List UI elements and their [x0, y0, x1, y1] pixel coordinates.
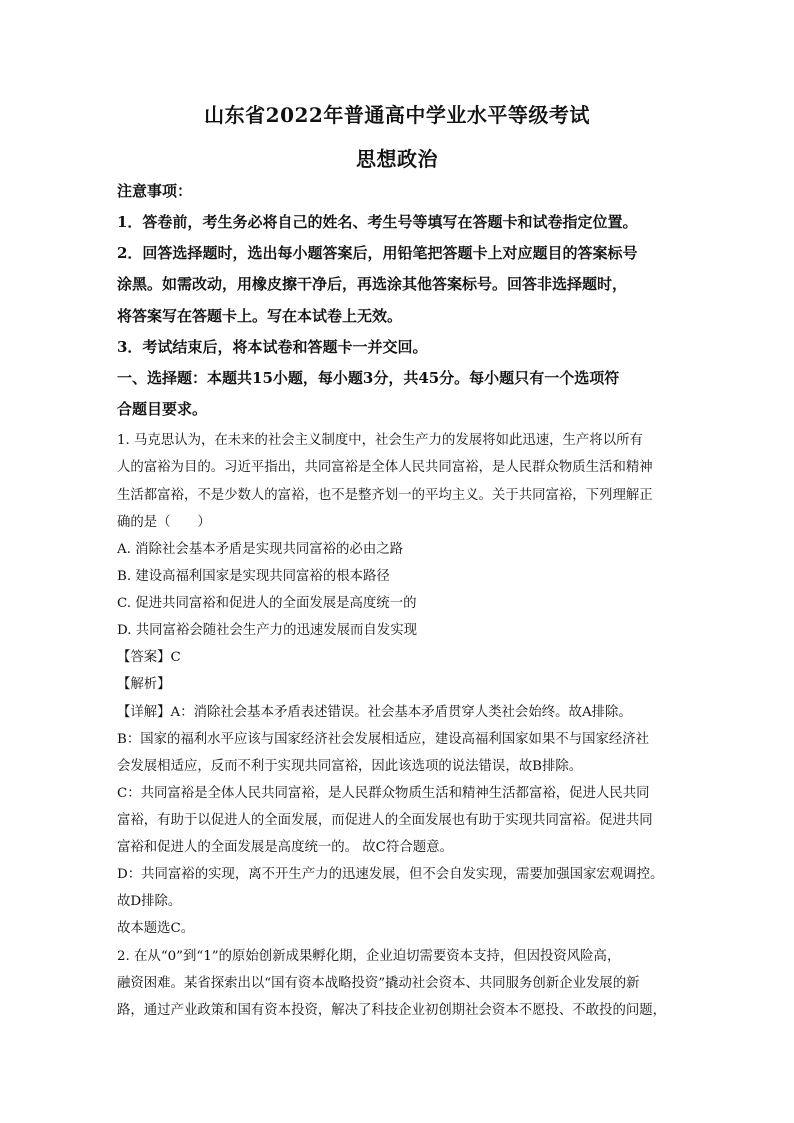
analysis-label: 【解析】: [117, 677, 171, 692]
detail-line: D：共同富裕的实现，离不开生产力的迅速发展，但不会自发实现，需要加强国家宏观调控。: [117, 867, 664, 882]
detail-line: 会发展相适应，反而不利于实现共同富裕，因此该选项的说法错误，故B排除。: [117, 759, 583, 774]
notice-line: 涂黑。如需改动，用橡皮擦干净后，再选涂其他答案标号。回答非选择题时，: [117, 275, 628, 293]
detail-line: 富裕，有助于以促进人的全面发展，而促进人的全面发展也有助于实现共同富裕。促进共同: [117, 813, 653, 828]
option-a: A. 消除社会基本矛盾是实现共同富裕的必由之路: [117, 542, 403, 557]
question-stem: 确的是（ ）: [117, 515, 211, 530]
detail-line: 故本题选C。: [117, 921, 195, 936]
question-stem: 路，通过产业政策和国有资本投资，解决了科技企业初创期社会资本不愿投、不敢投的问题，: [117, 1003, 667, 1018]
notice-heading: 注意事项：: [117, 182, 193, 200]
option-d: D. 共同富裕会随社会生产力的迅速发展而自发实现: [117, 623, 417, 638]
question-stem: 融资困难。某省探索出以“国有资本战略投资”撬动社会资本、共同服务创新企业发展的新: [117, 976, 640, 991]
notice-line: 3．考试结束后，将本试卷和答题卡一并交回。: [117, 338, 428, 356]
detail-line: 富裕和促进人的全面发展是高度统一的。 故C符合题意。: [117, 840, 453, 855]
answer-label: 【答案】C: [117, 650, 181, 665]
subject-title: 思想政治: [356, 147, 438, 171]
detail-line: 【详解】A：消除社会基本矛盾表述错误。社会基本矛盾贯穿人类社会始终。故A排除。: [117, 705, 632, 720]
notice-line: 将答案写在答题卡上。写在本试卷上无效。: [117, 307, 403, 325]
detail-line: C：共同富裕是全体人民共同富裕，是人民群众物质生活和精神生活都富裕，促进人民共同: [117, 786, 650, 801]
detail-line: B：国家的福利水平应该与国家经济社会发展相适应，建设高福利国家如果不与国家经济社: [117, 732, 650, 747]
section-heading: 合题目要求。: [117, 400, 208, 418]
detail-line: 故D排除。: [117, 894, 182, 909]
exam-title: 山东省2022年普通高中学业水平等级考试: [204, 103, 590, 127]
section-heading: 一、选择题：本题共15小题，每小题3分，共45分。每小题只有一个选项符: [117, 369, 620, 387]
option-b: B. 建设高福利国家是实现共同富裕的根本路径: [117, 569, 390, 584]
option-c: C. 促进共同富裕和促进人的全面发展是高度统一的: [117, 596, 417, 611]
question-stem: 2. 在从“0”到“1”的原始创新成果孵化期，企业迫切需要资本支持，但因投资风险高，: [117, 949, 621, 964]
question-stem: 生活都富裕，不是少数人的富裕，也不是整齐划一的平均主义。关于共同富裕，下列理解正: [117, 488, 653, 503]
question-stem: 1. 马克思认为，在未来的社会主义制度中，社会生产力的发展将如此迅速，生产将以所有: [117, 433, 643, 448]
question-stem: 人的富裕为目的。习近平指出，共同富裕是全体人民共同富裕，是人民群众物质生活和精神: [117, 460, 653, 475]
notice-line: 2．回答选择题时，选出每小题答案后，用铅笔把答题卡上对应题目的答案标号: [117, 244, 638, 262]
notice-line: 1．答卷前，考生务必将自己的姓名、考生号等填写在答题卡和试卷指定位置。: [117, 213, 638, 231]
